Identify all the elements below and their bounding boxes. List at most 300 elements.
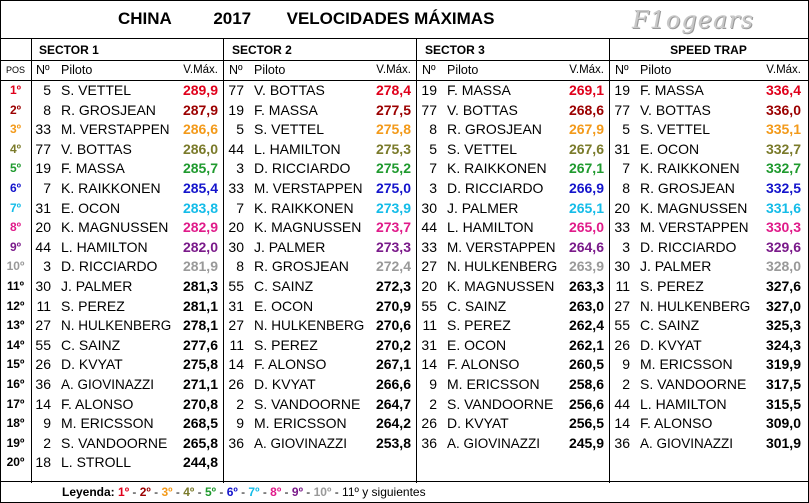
driver-name: S. VETTEL xyxy=(640,121,711,138)
car-number: 30 xyxy=(614,258,630,275)
driver-name: F. MASSA xyxy=(61,160,125,177)
table-row xyxy=(610,238,807,258)
legend-separator: - xyxy=(172,485,184,499)
driver-name: M. VERSTAPPEN xyxy=(640,220,749,236)
car-number: 7 xyxy=(236,199,244,216)
top-speed: 270,8 xyxy=(182,395,218,412)
top-speed: 262,1 xyxy=(568,336,604,353)
top-speed: 265,1 xyxy=(568,199,604,216)
table-row xyxy=(610,218,807,238)
position-cell xyxy=(0,414,31,434)
legend-separator: - xyxy=(259,485,271,499)
top-speed: 317,5 xyxy=(765,376,801,392)
driver-name: M. ERICSSON xyxy=(61,415,154,432)
legend-item: 4º xyxy=(183,485,195,499)
top-speed: 328,0 xyxy=(765,258,801,275)
position-cell xyxy=(0,336,31,356)
table-row xyxy=(31,218,224,238)
driver-name: S. PEREZ xyxy=(447,317,511,334)
driver-name: V. BOTTAS xyxy=(61,140,132,157)
driver-name: L. HAMILTON xyxy=(640,395,727,412)
footer-rule xyxy=(0,481,808,482)
car-number: 55 xyxy=(35,336,51,353)
driver-name: E. OCON xyxy=(61,199,121,216)
top-speed: 336,0 xyxy=(765,101,801,118)
position-label: 15º xyxy=(6,357,25,372)
car-number: 11 xyxy=(36,297,51,314)
page-title xyxy=(118,9,494,29)
legend-separator: - xyxy=(216,485,227,499)
column-header-driver: Piloto xyxy=(640,63,672,77)
driver-name: K. RAIKKONEN xyxy=(61,180,161,196)
column-header-speed: V.Máx. xyxy=(766,64,801,76)
legend-item: 3º xyxy=(161,485,173,499)
header-rule xyxy=(0,38,808,39)
driver-name: S. VETTEL xyxy=(254,121,325,138)
car-number: 26 xyxy=(35,356,51,373)
top-speed: 282,0 xyxy=(182,238,218,255)
top-speed: 281,1 xyxy=(182,297,218,314)
top-speed: 263,0 xyxy=(568,297,604,314)
driver-name: R. GROSJEAN xyxy=(447,121,542,138)
position-label: 2º xyxy=(9,102,22,117)
table-row xyxy=(31,199,224,219)
car-number: 26 xyxy=(421,415,437,432)
car-number: 44 xyxy=(35,238,51,255)
driver-name: C. SAINZ xyxy=(447,297,507,314)
legend-separator: - xyxy=(237,485,249,499)
table-row xyxy=(417,101,610,121)
car-number: 55 xyxy=(614,317,630,334)
table-row xyxy=(610,257,807,277)
driver-name: D. RICCIARDO xyxy=(254,160,351,177)
car-number: 55 xyxy=(228,278,244,294)
legend-item: 6º xyxy=(226,485,238,499)
top-speed: 281,9 xyxy=(182,258,218,275)
position-label: 14º xyxy=(6,337,25,352)
top-speed: 286,6 xyxy=(182,121,218,138)
driver-name: E. OCON xyxy=(640,140,700,157)
position-label: 19º xyxy=(6,435,25,450)
position-cell xyxy=(0,199,31,219)
car-number: 33 xyxy=(421,238,437,255)
legend-separator: - xyxy=(331,485,343,499)
table-row xyxy=(417,140,610,160)
driver-name: K. MAGNUSSEN xyxy=(254,219,362,236)
driver-name: R. GROSJEAN xyxy=(640,180,735,196)
column-header-speed: V.Máx. xyxy=(569,64,604,76)
top-speed: 289,9 xyxy=(182,82,218,98)
position-cell xyxy=(0,375,31,395)
title-heading: VELOCIDADES MÁXIMAS xyxy=(286,9,495,28)
car-number: 3 xyxy=(622,238,630,255)
car-number: 33 xyxy=(228,180,244,196)
legend-separator: - xyxy=(302,485,314,499)
legend-item: 8º xyxy=(270,485,282,499)
position-label: 4º xyxy=(9,141,22,156)
table-row xyxy=(610,140,807,160)
column-header-driver: Piloto xyxy=(61,63,93,77)
table-row xyxy=(417,218,610,238)
table-row xyxy=(224,395,417,415)
top-speed: 331,6 xyxy=(765,199,801,216)
top-speed: 245,9 xyxy=(568,434,604,451)
position-label: 13º xyxy=(6,318,25,333)
table-row xyxy=(224,159,417,179)
table-row xyxy=(224,434,417,454)
position-label: 17º xyxy=(6,396,25,411)
driver-name: S. PEREZ xyxy=(61,297,125,314)
table-row xyxy=(224,336,417,356)
car-number: 18 xyxy=(35,454,51,471)
table-row xyxy=(31,395,224,415)
top-speed: 260,5 xyxy=(568,356,604,373)
driver-name: V. BOTTAS xyxy=(640,101,711,118)
position-label: 16º xyxy=(6,377,25,391)
top-speed: 267,6 xyxy=(568,140,604,157)
car-number: 31 xyxy=(614,140,630,157)
driver-name: A. GIOVINAZZI xyxy=(254,435,348,451)
top-speed: 266,6 xyxy=(375,376,411,392)
legend-item: 1º xyxy=(118,485,130,499)
table-row xyxy=(31,257,224,277)
table-row xyxy=(610,336,807,356)
table-row xyxy=(224,277,417,297)
table-row xyxy=(610,199,807,219)
table-row xyxy=(417,395,610,415)
driver-name: C. SAINZ xyxy=(640,317,700,334)
car-number: 77 xyxy=(614,101,630,118)
top-speed: 266,9 xyxy=(568,180,604,196)
section-title: SECTOR 3 xyxy=(425,43,485,57)
driver-name: E. OCON xyxy=(447,336,507,353)
section-title: SECTOR 1 xyxy=(39,43,99,57)
column-header-speed: V.Máx. xyxy=(376,64,411,76)
car-number: 36 xyxy=(614,434,630,451)
table-row xyxy=(610,81,807,101)
top-speed: 275,8 xyxy=(375,121,411,138)
column-header-num: Nº xyxy=(422,63,436,77)
top-speed: 278,1 xyxy=(182,317,218,334)
table-row xyxy=(31,140,224,160)
driver-name: C. SAINZ xyxy=(254,278,314,294)
driver-name: D. KVYAT xyxy=(61,356,123,373)
top-speed: 270,2 xyxy=(375,336,411,353)
top-speed: 330,3 xyxy=(765,219,801,236)
table-row xyxy=(610,434,807,454)
car-number: 77 xyxy=(228,82,244,98)
table-row xyxy=(31,159,224,179)
table-row xyxy=(610,159,807,179)
legend-separator: - xyxy=(129,485,140,499)
position-cell xyxy=(0,316,31,336)
top-speed: 265,8 xyxy=(182,434,218,451)
table-row xyxy=(610,120,807,140)
title-event: CHINA xyxy=(118,9,172,28)
car-number: 31 xyxy=(35,199,51,216)
driver-name: M. ERICSSON xyxy=(447,376,540,392)
table-row xyxy=(31,81,224,101)
driver-name: D. KVYAT xyxy=(640,336,702,353)
car-number: 5 xyxy=(429,140,437,157)
driver-name: M. VERSTAPPEN xyxy=(61,122,170,138)
car-number: 27 xyxy=(228,317,244,334)
driver-name: S. VETTEL xyxy=(447,140,518,157)
position-cell xyxy=(0,434,31,454)
legend-item: 2º xyxy=(139,485,151,499)
f1ogears-logo: F1ogears xyxy=(632,6,755,34)
top-speed: 256,5 xyxy=(568,415,604,432)
driver-name: E. OCON xyxy=(254,297,314,314)
table-row xyxy=(224,297,417,317)
driver-name: F. MASSA xyxy=(254,101,318,118)
top-speed: 325,3 xyxy=(765,317,801,334)
car-number: 19 xyxy=(421,82,437,98)
driver-name: K. MAGNUSSEN xyxy=(640,199,748,216)
position-label: 10º xyxy=(6,259,25,274)
top-speed: 263,3 xyxy=(568,278,604,294)
position-cell xyxy=(0,257,31,277)
top-speed: 275,2 xyxy=(375,160,411,177)
table-row xyxy=(31,297,224,317)
car-number: 27 xyxy=(35,317,51,334)
car-number: 11 xyxy=(229,336,244,353)
car-number: 30 xyxy=(421,199,437,216)
table-row xyxy=(224,81,417,101)
top-speed: 264,6 xyxy=(568,238,604,255)
top-speed: 285,4 xyxy=(182,180,218,196)
top-speed: 278,4 xyxy=(375,82,411,98)
table-row xyxy=(224,375,417,395)
title-year: 2017 xyxy=(213,9,252,28)
top-speed: 268,5 xyxy=(182,415,218,432)
table-row xyxy=(417,257,610,277)
car-number: 44 xyxy=(228,140,244,157)
section-title: SPEED TRAP xyxy=(670,43,747,57)
top-speed: 269,1 xyxy=(568,82,604,98)
driver-name: K. RAIKKONEN xyxy=(254,199,354,216)
car-number: 14 xyxy=(421,356,437,373)
car-number: 5 xyxy=(43,82,51,98)
position-cell xyxy=(0,238,31,258)
position-label: 12º xyxy=(6,298,25,313)
top-speed: 332,5 xyxy=(765,180,801,196)
driver-name: V. BOTTAS xyxy=(254,82,325,98)
top-speed: 329,6 xyxy=(765,238,801,255)
table-row xyxy=(31,375,224,395)
driver-name: D. RICCIARDO xyxy=(640,238,737,255)
table-row xyxy=(224,257,417,277)
driver-name: L. HAMILTON xyxy=(447,219,534,236)
car-number: 20 xyxy=(421,278,437,294)
driver-name: J. PALMER xyxy=(640,258,712,275)
table-row xyxy=(31,277,224,297)
car-number: 5 xyxy=(236,121,244,138)
legend-separator: - xyxy=(194,485,205,499)
table-row xyxy=(417,159,610,179)
top-speed: 244,8 xyxy=(182,454,218,471)
position-cell xyxy=(0,395,31,415)
car-number: 14 xyxy=(35,395,51,412)
table-row xyxy=(224,199,417,219)
position-cell xyxy=(0,355,31,375)
top-speed: 267,9 xyxy=(568,121,604,138)
car-number: 55 xyxy=(421,297,437,314)
position-label: 3º xyxy=(9,122,22,137)
top-speed: 332,7 xyxy=(765,160,801,177)
table-row xyxy=(31,316,224,336)
driver-name: L. HAMILTON xyxy=(61,238,148,255)
top-speed: 268,6 xyxy=(568,101,604,118)
column-header-num: Nº xyxy=(229,63,243,77)
table-row xyxy=(417,414,610,434)
car-number: 26 xyxy=(228,376,244,392)
column-header-driver: Piloto xyxy=(447,63,479,77)
table-row xyxy=(417,336,610,356)
top-speed: 273,9 xyxy=(375,199,411,216)
table-row xyxy=(224,238,417,258)
legend-item: 10º xyxy=(313,485,332,499)
top-speed: 335,1 xyxy=(765,121,801,138)
position-label: 18º xyxy=(6,416,25,431)
car-number: 30 xyxy=(35,278,51,294)
driver-name: A. GIOVINAZZI xyxy=(61,377,155,392)
table-row xyxy=(610,375,807,395)
car-number: 20 xyxy=(228,219,244,236)
top-speed: 315,5 xyxy=(765,395,801,412)
driver-name: S. VANDOORNE xyxy=(447,395,554,412)
table-row xyxy=(417,238,610,258)
driver-name: S. VANDOORNE xyxy=(640,376,747,392)
legend-rest: 11º y siguientes xyxy=(342,485,426,499)
top-speed: 332,7 xyxy=(765,140,801,157)
position-cell xyxy=(0,140,31,160)
car-number: 27 xyxy=(421,258,437,275)
table-row xyxy=(610,355,807,375)
position-cell xyxy=(0,218,31,238)
top-speed: 277,5 xyxy=(375,101,411,118)
table-row xyxy=(31,434,224,454)
position-label: 7º xyxy=(9,200,22,215)
top-speed: 324,3 xyxy=(765,336,801,353)
position-cell xyxy=(0,81,31,101)
top-speed: 273,7 xyxy=(375,219,411,236)
table-row xyxy=(224,120,417,140)
driver-name: F. ALONSO xyxy=(61,395,134,412)
car-number: 7 xyxy=(43,180,51,196)
top-speed: 285,7 xyxy=(182,160,218,177)
top-speed: 267,1 xyxy=(568,160,604,177)
top-speed: 264,2 xyxy=(375,415,411,432)
driver-name: D. KVYAT xyxy=(447,415,509,432)
table-row xyxy=(610,277,807,297)
legend-item: 9º xyxy=(291,485,303,499)
car-number: 9 xyxy=(429,376,437,392)
car-number: 9 xyxy=(236,415,244,432)
position-cell xyxy=(0,453,31,473)
table-row xyxy=(610,179,807,199)
car-number: 31 xyxy=(228,297,244,314)
car-number: 2 xyxy=(429,395,437,412)
table-row xyxy=(417,277,610,297)
car-number: 3 xyxy=(429,180,437,196)
table-row xyxy=(417,199,610,219)
car-number: 19 xyxy=(614,82,630,98)
legend xyxy=(62,485,426,499)
car-number: 44 xyxy=(421,219,437,236)
car-number: 2 xyxy=(43,434,51,451)
driver-name: S. PEREZ xyxy=(254,336,318,353)
car-number: 44 xyxy=(614,395,630,412)
driver-name: N. HULKENBERG xyxy=(254,318,365,334)
top-speed: 253,8 xyxy=(375,434,411,451)
table-row xyxy=(417,179,610,199)
top-speed: 262,4 xyxy=(568,317,604,334)
top-speed: 327,0 xyxy=(765,297,801,314)
top-speed: 271,1 xyxy=(182,376,218,392)
table-row xyxy=(610,414,807,434)
table-row xyxy=(610,101,807,121)
table-row xyxy=(224,140,417,160)
top-speed: 275,0 xyxy=(375,180,411,196)
legend-separator: - xyxy=(150,485,162,499)
top-speed: 281,3 xyxy=(182,278,218,294)
position-label: 6º xyxy=(9,181,22,195)
driver-name: J. PALMER xyxy=(447,199,519,216)
driver-name: A. GIOVINAZZI xyxy=(447,435,541,451)
driver-name: L. HAMILTON xyxy=(254,140,341,157)
driver-name: F. MASSA xyxy=(447,82,511,98)
driver-name: M. VERSTAPPEN xyxy=(447,239,556,255)
top-speed: 272,3 xyxy=(375,278,411,294)
car-number: 8 xyxy=(236,258,244,275)
top-speed: 275,8 xyxy=(182,356,218,373)
driver-name: K. MAGNUSSEN xyxy=(61,219,169,236)
driver-name: L. STROLL xyxy=(61,454,132,471)
car-number: 8 xyxy=(43,101,51,118)
driver-name: F. ALONSO xyxy=(447,356,520,373)
driver-name: R. GROSJEAN xyxy=(61,101,156,118)
car-number: 5 xyxy=(622,121,630,138)
table-row xyxy=(417,297,610,317)
table-row xyxy=(31,179,224,199)
car-number: 36 xyxy=(228,434,244,451)
table-row xyxy=(417,81,610,101)
driver-name: S. VANDOORNE xyxy=(254,395,361,412)
car-number: 36 xyxy=(35,376,51,392)
car-number: 9 xyxy=(43,415,51,432)
car-number: 36 xyxy=(421,434,437,451)
top-speed: 270,6 xyxy=(375,317,411,334)
top-speed: 277,6 xyxy=(182,336,218,353)
position-cell xyxy=(0,297,31,317)
table-row xyxy=(417,316,610,336)
car-number: 30 xyxy=(228,238,244,255)
table-row xyxy=(417,434,610,454)
top-speed: 282,9 xyxy=(182,219,218,236)
top-speed: 283,8 xyxy=(182,199,218,216)
driver-name: F. MASSA xyxy=(640,82,704,98)
table-row xyxy=(610,395,807,415)
column-header-num: Nº xyxy=(615,63,629,77)
legend-label: Leyenda: xyxy=(62,485,119,499)
column-header-num: Nº xyxy=(36,63,50,77)
driver-name: K. RAIKKONEN xyxy=(640,160,740,177)
top-speed: 265,0 xyxy=(568,219,604,236)
table-row xyxy=(224,355,417,375)
legend-item: 7º xyxy=(248,485,260,499)
driver-name: F. ALONSO xyxy=(254,356,327,373)
